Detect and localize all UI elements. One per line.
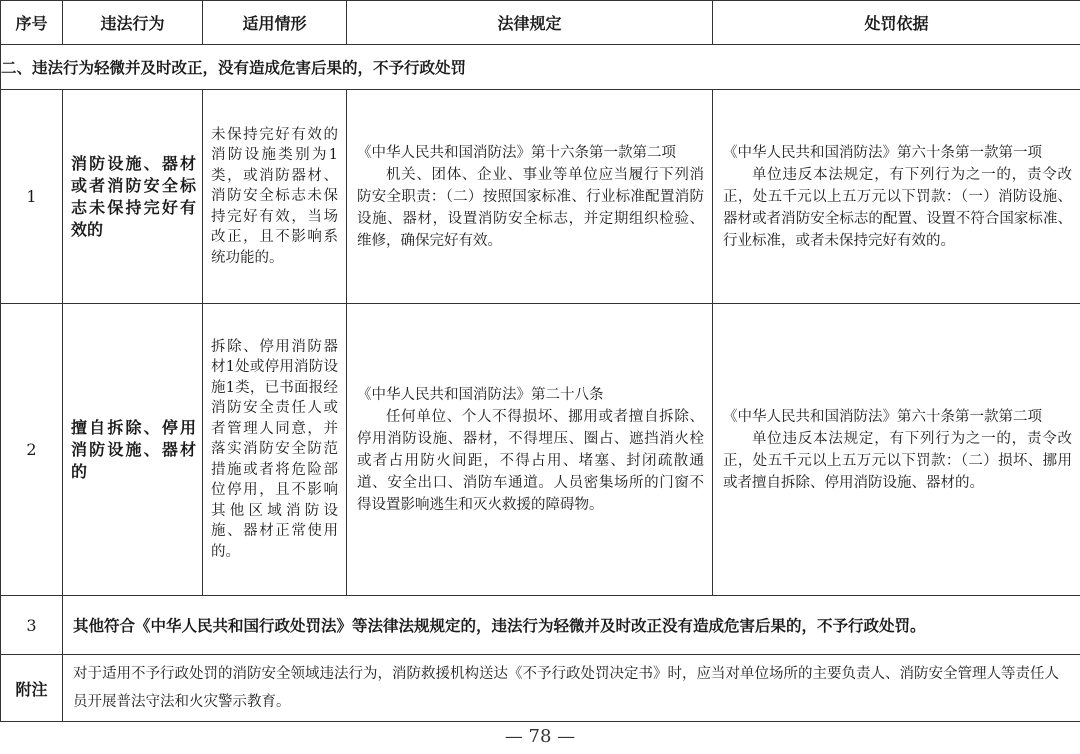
row-penalty <box>713 304 1080 596</box>
section-title: 二、违法行为轻微并及时改正，没有造成危害后果的，不予行政处罚 <box>1 45 1080 90</box>
note-label: 附注 <box>1 655 63 722</box>
law-body: 任何单位、个人不得损坏、挪用或者擅自拆除、停用消防设施、器材，不得埋压、圈占、遮挡消火栓或者占用防火间距，不得占用、堵塞、封闭疏散通道、安全出口、消防车通道。人员密集场所的门窗不得设置影响逃生和灭火救援的障碍物。 <box>357 408 704 513</box>
note-row <box>1 655 1080 722</box>
table-row <box>1 90 1080 304</box>
row-situation: 未保持完好有效的消防设施类别为1类，或消防器材、消防安全标志未保持完好有效，当场改正，且不影响系统功能的。 <box>203 90 347 304</box>
row-penalty <box>713 90 1080 304</box>
header-seq: 序号 <box>1 1 63 45</box>
penalty-title: 《中华人民共和国消防法》第六十条第一款第一项 <box>723 144 1042 161</box>
row-law <box>347 304 713 596</box>
table-row <box>1 304 1080 596</box>
law-body: 机关、团体、企业、事业等单位应当履行下列消防安全职责：（二）按照国家标准、行业标准配置消防设施、器材，设置消防安全标志，并定期组织检验、维修，确保完好有效。 <box>357 166 704 249</box>
row-behavior: 消防设施、器材或者消防安全标志未保持完好有效的 <box>63 90 203 304</box>
header-situation: 适用情形 <box>203 1 347 45</box>
note-text: 对于适用不予行政处罚的消防安全领域违法行为，消防救援机构送达《不予行政处罚决定书》时，应当对单位场所的主要负责人、消防安全管理人等责任人员开展普法守法和火灾警示教育。 <box>63 655 1080 722</box>
row-law <box>347 90 713 304</box>
header-behavior: 违法行为 <box>63 1 203 45</box>
law-title: 《中华人民共和国消防法》第二十八条 <box>357 386 604 403</box>
page-number: — 78 — <box>504 726 576 747</box>
law-title: 《中华人民共和国消防法》第十六条第一款第二项 <box>357 144 676 161</box>
penalty-body: 单位违反本法规定，有下列行为之一的，责令改正，处五千元以上五万元以下罚款：（二）损坏、挪用或者擅自拆除、停用消防设施、器材的。 <box>723 430 1072 491</box>
penalty-title: 《中华人民共和国消防法》第六十条第一款第二项 <box>723 408 1042 425</box>
row-seq: 3 <box>1 596 63 655</box>
header-row <box>1 1 1080 45</box>
row-situation: 拆除、停用消防器材1处或停用消防设施1类，已书面报经消防安全责任人或者管理人同意，并落实消防安全防范措施或者将危险部位停用，且不影响其他区域消防设施、器材正常使用的。 <box>203 304 347 596</box>
section-title-row <box>1 45 1080 90</box>
table-row <box>1 596 1080 655</box>
header-law: 法律规定 <box>347 1 713 45</box>
row-seq: 1 <box>1 90 63 304</box>
row-catchall-text: 其他符合《中华人民共和国行政处罚法》等法律法规规定的，违法行为轻微并及时改正没有造成危害后果的，不予行政处罚。 <box>63 596 1080 655</box>
row-seq: 2 <box>1 304 63 596</box>
row-behavior: 擅自拆除、停用消防设施、器材的 <box>63 304 203 596</box>
header-penalty: 处罚依据 <box>713 1 1080 45</box>
penalty-body: 单位违反本法规定，有下列行为之一的，责令改正，处五千元以上五万元以下罚款：（一）消防设施、器材或者消防安全标志的配置、设置不符合国家标准、行业标准，或者未保持完好有效的。 <box>723 166 1072 249</box>
